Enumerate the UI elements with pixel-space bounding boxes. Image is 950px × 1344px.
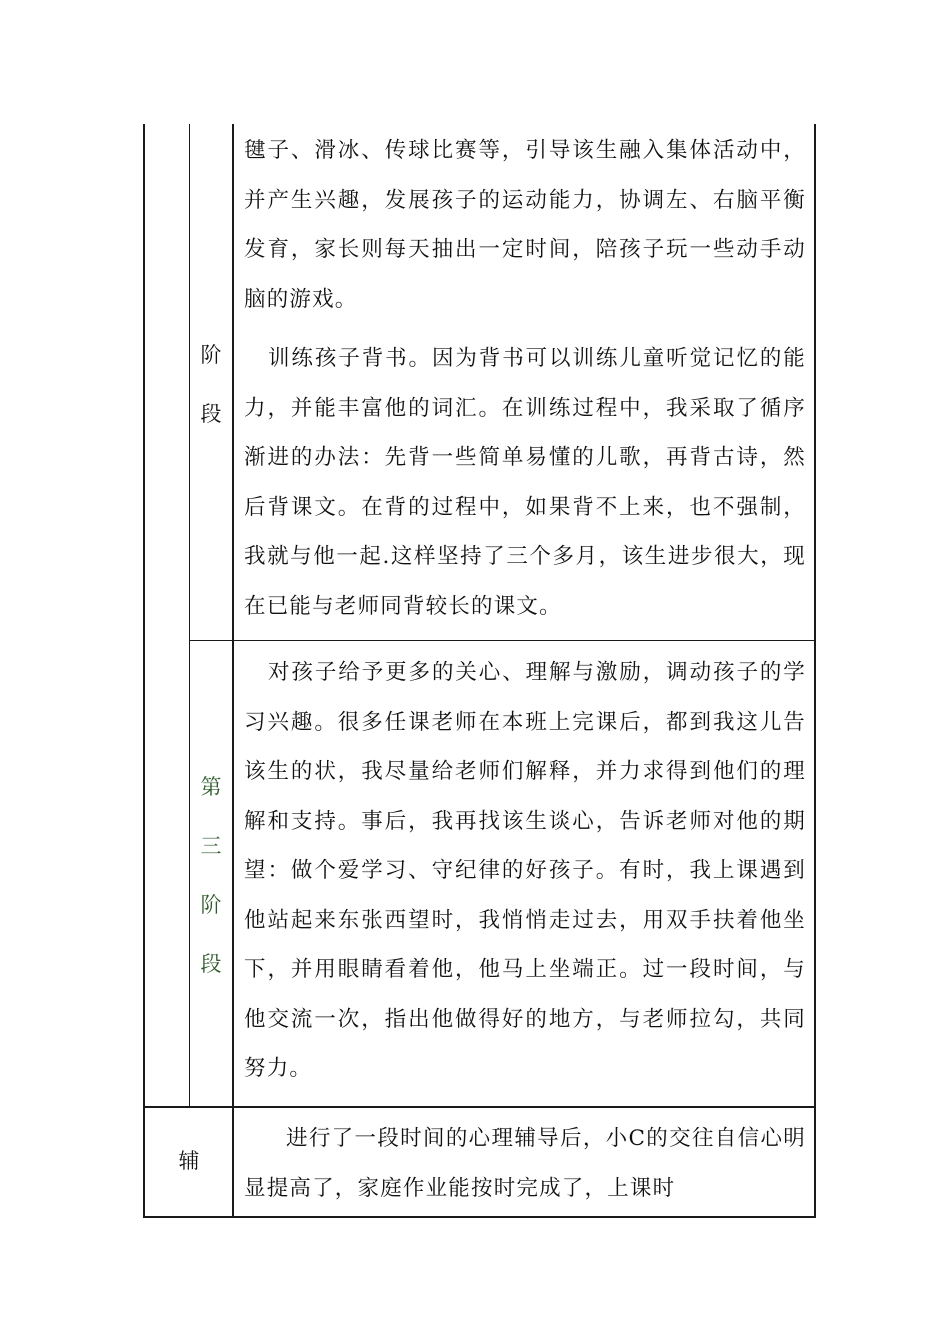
stage3-label-char: 阶 — [200, 893, 222, 917]
stage3-label-char: 三 — [200, 834, 222, 858]
stage2-label-char: 阶 — [200, 343, 222, 367]
stage2-paragraph-2: 训练孩子背书。因为背书可以训练儿童听觉记忆的能力，并能丰富他的词汇。在训练过程中，我采取了循序渐进的办法：先背一些简单易懂的儿歌，再背古诗，然后背课文。在背的过程中，如果背不上来，也不强制，我就与他一起.这样坚持了三个多月，该生进步很大，现在已能与老师同背较长的课文。 — [244, 346, 806, 619]
stage3-label — [196, 758, 226, 994]
result-label: 辅 — [178, 1149, 200, 1173]
stage3-label-char: 第 — [200, 775, 222, 799]
row-divider-stage3 — [189, 640, 816, 641]
row-divider-result — [143, 1106, 816, 1108]
table-left-border — [143, 124, 145, 1218]
stage2-label-char: 段 — [200, 402, 222, 426]
table-bottom-border — [143, 1216, 816, 1218]
result-paragraph: 进行了一段时间的心理辅导后，小C的交往自信心明显提高了，家庭作业能按时完成了，上课时 — [244, 1126, 806, 1201]
stage2-label — [196, 326, 226, 444]
table-inner-stage-divider — [189, 124, 190, 1106]
stage3-paragraph: 对孩子给予更多的关心、理解与激励，调动孩子的学习兴趣。很多任课老师在本班上完课后，都到我这儿告该生的状，我尽量给老师们解释，并力求得到他们的理解和支持。事后，我再找该生谈心，告诉老师对他的期望：做个爱学习、守纪律的好孩子。有时，我上课遇到他站起来东张西望时，我悄悄走过去，用双手扶着他坐下，并用眼睛看着他，他马上坐端正。过一段时间，与他交流一次，指出他做得好的地方，与老师拉勾，共同努力。 — [244, 660, 806, 1081]
table-right-border — [814, 124, 816, 1218]
table-content-divider — [232, 124, 234, 1218]
stage2-paragraph-1: 毽子、滑冰、传球比赛等，引导该生融入集体活动中，并产生兴趣，发展孩子的运动能力，协调左、右脑平衡发育，家长则每天抽出一定时间，陪孩子玩一些动手动脑的游戏。 — [244, 138, 806, 312]
stage3-label-char: 段 — [200, 952, 222, 976]
